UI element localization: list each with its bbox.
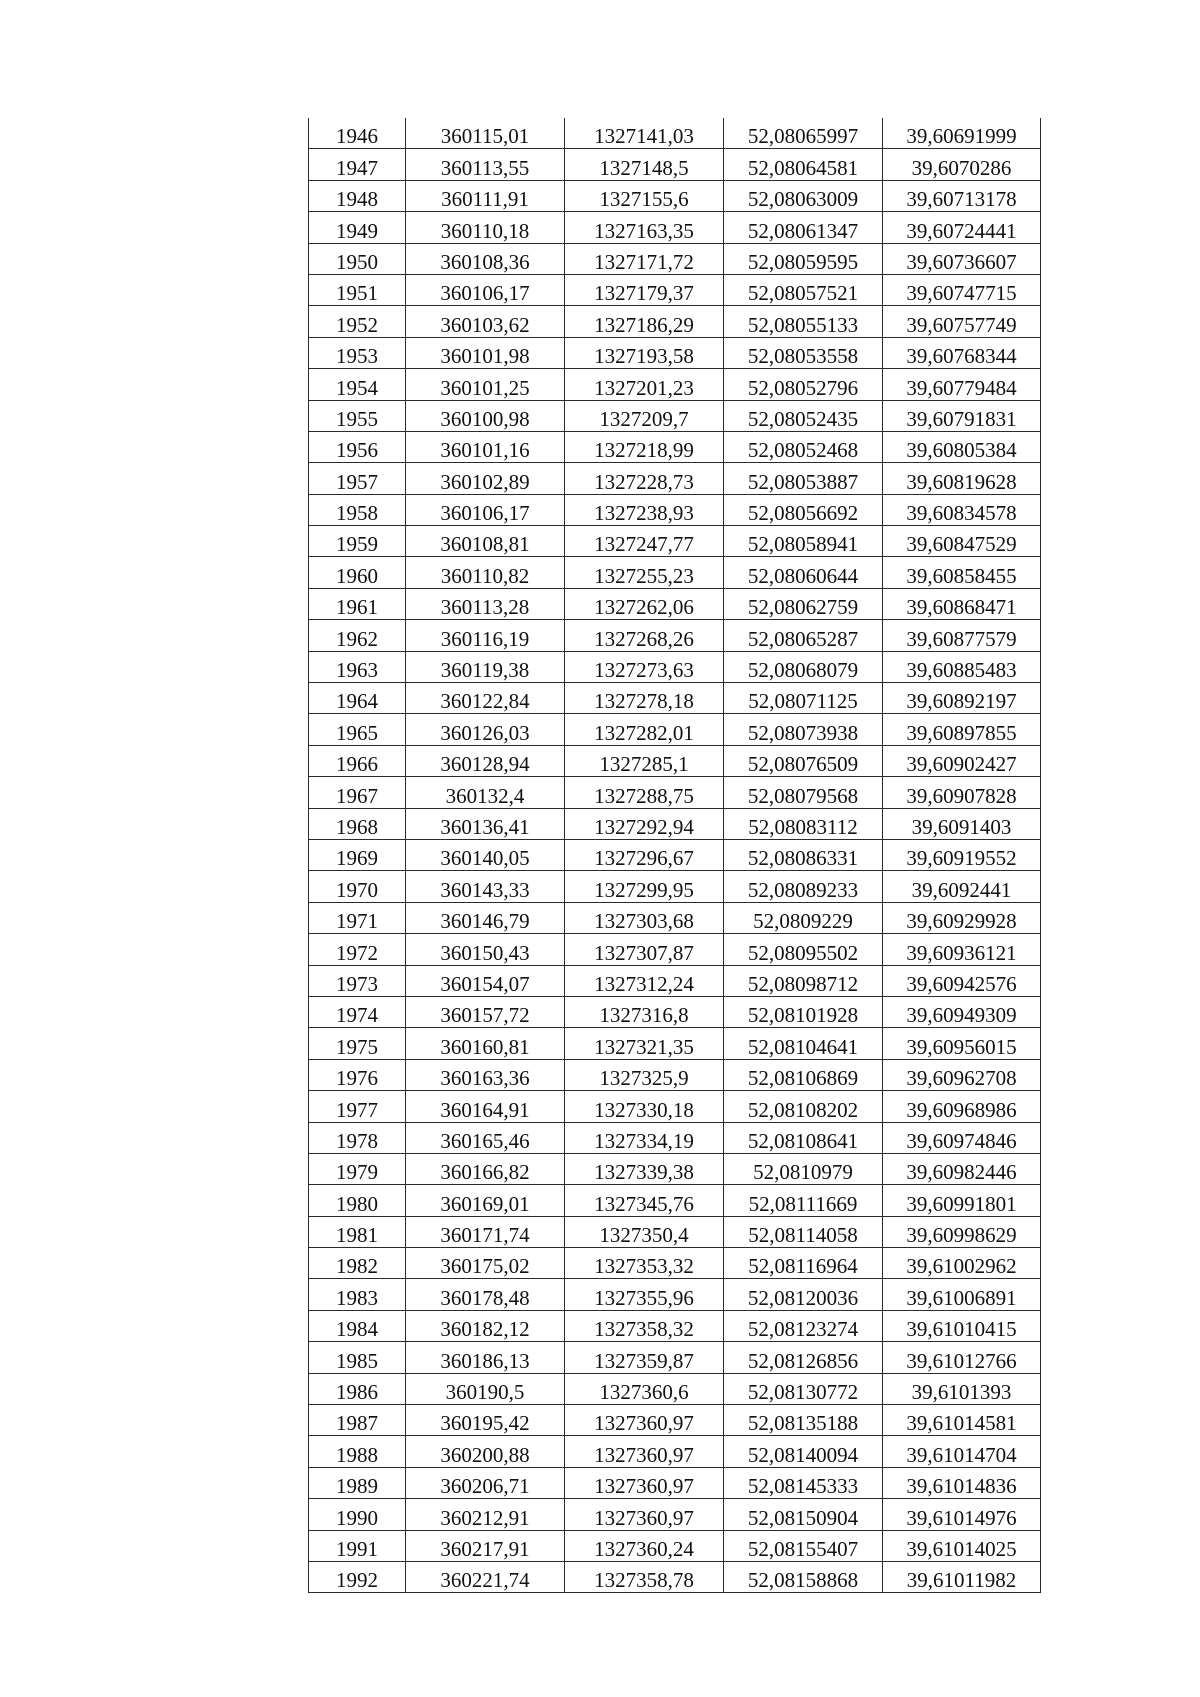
point-number-cell: 1958 [309, 494, 406, 525]
coordinates-table-body [309, 118, 1041, 1593]
latitude-cell: 52,08064581 [724, 149, 883, 180]
latitude-cell: 52,08145333 [724, 1467, 883, 1498]
latitude-cell: 52,08057521 [724, 274, 883, 305]
latitude-cell: 52,08130772 [724, 1373, 883, 1404]
y-coordinate-cell: 1327339,38 [565, 1153, 724, 1184]
x-coordinate-cell: 360157,72 [406, 996, 565, 1027]
coordinates-table [308, 118, 1041, 1593]
table-row [309, 1530, 1041, 1561]
longitude-cell: 39,60907828 [883, 777, 1041, 808]
longitude-cell: 39,60868471 [883, 588, 1041, 619]
point-number-cell: 1984 [309, 1310, 406, 1341]
latitude-cell: 52,08052468 [724, 431, 883, 462]
y-coordinate-cell: 1327360,97 [565, 1405, 724, 1436]
table-row [309, 526, 1041, 557]
y-coordinate-cell: 1327360,97 [565, 1499, 724, 1530]
table-row [309, 1216, 1041, 1247]
point-number-cell: 1983 [309, 1279, 406, 1310]
table-row [309, 965, 1041, 996]
longitude-cell: 39,60819628 [883, 463, 1041, 494]
x-coordinate-cell: 360150,43 [406, 934, 565, 965]
table-row [309, 808, 1041, 839]
table-row [309, 1561, 1041, 1592]
y-coordinate-cell: 1327228,73 [565, 463, 724, 494]
point-number-cell: 1973 [309, 965, 406, 996]
point-number-cell: 1990 [309, 1499, 406, 1530]
point-number-cell: 1988 [309, 1436, 406, 1467]
longitude-cell: 39,60691999 [883, 118, 1041, 149]
table-row [309, 1153, 1041, 1184]
x-coordinate-cell: 360182,12 [406, 1310, 565, 1341]
table-row [309, 1436, 1041, 1467]
latitude-cell: 52,08053558 [724, 337, 883, 368]
point-number-cell: 1972 [309, 934, 406, 965]
table-row [309, 337, 1041, 368]
x-coordinate-cell: 360160,81 [406, 1028, 565, 1059]
y-coordinate-cell: 1327360,6 [565, 1373, 724, 1404]
table-row [309, 1310, 1041, 1341]
y-coordinate-cell: 1327299,95 [565, 871, 724, 902]
point-number-cell: 1989 [309, 1467, 406, 1498]
y-coordinate-cell: 1327255,23 [565, 557, 724, 588]
latitude-cell: 52,08123274 [724, 1310, 883, 1341]
y-coordinate-cell: 1327155,6 [565, 180, 724, 211]
y-coordinate-cell: 1327273,63 [565, 651, 724, 682]
x-coordinate-cell: 360110,18 [406, 212, 565, 243]
longitude-cell: 39,61014704 [883, 1436, 1041, 1467]
x-coordinate-cell: 360103,62 [406, 306, 565, 337]
point-number-cell: 1949 [309, 212, 406, 243]
latitude-cell: 52,08089233 [724, 871, 883, 902]
x-coordinate-cell: 360116,19 [406, 620, 565, 651]
latitude-cell: 52,08065287 [724, 620, 883, 651]
table-row [309, 149, 1041, 180]
y-coordinate-cell: 1327238,93 [565, 494, 724, 525]
latitude-cell: 52,08071125 [724, 683, 883, 714]
point-number-cell: 1981 [309, 1216, 406, 1247]
latitude-cell: 52,08155407 [724, 1530, 883, 1561]
y-coordinate-cell: 1327360,24 [565, 1530, 724, 1561]
y-coordinate-cell: 1327141,03 [565, 118, 724, 149]
point-number-cell: 1980 [309, 1185, 406, 1216]
table-row [309, 1091, 1041, 1122]
latitude-cell: 52,08114058 [724, 1216, 883, 1247]
latitude-cell: 52,08150904 [724, 1499, 883, 1530]
longitude-cell: 39,60736607 [883, 243, 1041, 274]
latitude-cell: 52,08060644 [724, 557, 883, 588]
longitude-cell: 39,6101393 [883, 1373, 1041, 1404]
y-coordinate-cell: 1327179,37 [565, 274, 724, 305]
y-coordinate-cell: 1327360,97 [565, 1467, 724, 1498]
latitude-cell: 52,08065997 [724, 118, 883, 149]
table-row [309, 588, 1041, 619]
table-row [309, 1405, 1041, 1436]
x-coordinate-cell: 360140,05 [406, 839, 565, 870]
point-number-cell: 1966 [309, 745, 406, 776]
table-row [309, 118, 1041, 149]
point-number-cell: 1971 [309, 902, 406, 933]
y-coordinate-cell: 1327321,35 [565, 1028, 724, 1059]
latitude-cell: 52,08140094 [724, 1436, 883, 1467]
y-coordinate-cell: 1327186,29 [565, 306, 724, 337]
longitude-cell: 39,60974846 [883, 1122, 1041, 1153]
table-row [309, 902, 1041, 933]
y-coordinate-cell: 1327296,67 [565, 839, 724, 870]
longitude-cell: 39,60942576 [883, 965, 1041, 996]
table-row [309, 651, 1041, 682]
longitude-cell: 39,60956015 [883, 1028, 1041, 1059]
y-coordinate-cell: 1327193,58 [565, 337, 724, 368]
table-row [309, 777, 1041, 808]
point-number-cell: 1985 [309, 1342, 406, 1373]
longitude-cell: 39,60877579 [883, 620, 1041, 651]
x-coordinate-cell: 360111,91 [406, 180, 565, 211]
x-coordinate-cell: 360110,82 [406, 557, 565, 588]
x-coordinate-cell: 360100,98 [406, 400, 565, 431]
table-row [309, 1279, 1041, 1310]
latitude-cell: 52,08063009 [724, 180, 883, 211]
point-number-cell: 1986 [309, 1373, 406, 1404]
x-coordinate-cell: 360190,5 [406, 1373, 565, 1404]
table-row [309, 745, 1041, 776]
table-row [309, 431, 1041, 462]
latitude-cell: 52,08073938 [724, 714, 883, 745]
point-number-cell: 1953 [309, 337, 406, 368]
latitude-cell: 52,08079568 [724, 777, 883, 808]
point-number-cell: 1954 [309, 369, 406, 400]
point-number-cell: 1968 [309, 808, 406, 839]
y-coordinate-cell: 1327358,78 [565, 1561, 724, 1592]
point-number-cell: 1992 [309, 1561, 406, 1592]
y-coordinate-cell: 1327359,87 [565, 1342, 724, 1373]
x-coordinate-cell: 360108,81 [406, 526, 565, 557]
latitude-cell: 52,08059595 [724, 243, 883, 274]
point-number-cell: 1959 [309, 526, 406, 557]
y-coordinate-cell: 1327282,01 [565, 714, 724, 745]
longitude-cell: 39,60768344 [883, 337, 1041, 368]
x-coordinate-cell: 360101,16 [406, 431, 565, 462]
latitude-cell: 52,08120036 [724, 1279, 883, 1310]
latitude-cell: 52,08135188 [724, 1405, 883, 1436]
latitude-cell: 52,08055133 [724, 306, 883, 337]
table-row [309, 400, 1041, 431]
y-coordinate-cell: 1327355,96 [565, 1279, 724, 1310]
point-number-cell: 1975 [309, 1028, 406, 1059]
longitude-cell: 39,60897855 [883, 714, 1041, 745]
latitude-cell: 52,0809229 [724, 902, 883, 933]
y-coordinate-cell: 1327345,76 [565, 1185, 724, 1216]
longitude-cell: 39,60949309 [883, 996, 1041, 1027]
latitude-cell: 52,08086331 [724, 839, 883, 870]
x-coordinate-cell: 360136,41 [406, 808, 565, 839]
longitude-cell: 39,60902427 [883, 745, 1041, 776]
x-coordinate-cell: 360186,13 [406, 1342, 565, 1373]
x-coordinate-cell: 360101,25 [406, 369, 565, 400]
point-number-cell: 1960 [309, 557, 406, 588]
point-number-cell: 1964 [309, 683, 406, 714]
x-coordinate-cell: 360101,98 [406, 337, 565, 368]
table-row [309, 839, 1041, 870]
latitude-cell: 52,08106869 [724, 1059, 883, 1090]
x-coordinate-cell: 360119,38 [406, 651, 565, 682]
latitude-cell: 52,08126856 [724, 1342, 883, 1373]
longitude-cell: 39,60968986 [883, 1091, 1041, 1122]
table-row [309, 243, 1041, 274]
latitude-cell: 52,08062759 [724, 588, 883, 619]
x-coordinate-cell: 360143,33 [406, 871, 565, 902]
table-row [309, 1185, 1041, 1216]
x-coordinate-cell: 360106,17 [406, 494, 565, 525]
y-coordinate-cell: 1327303,68 [565, 902, 724, 933]
point-number-cell: 1963 [309, 651, 406, 682]
latitude-cell: 52,08101928 [724, 996, 883, 1027]
longitude-cell: 39,60929928 [883, 902, 1041, 933]
y-coordinate-cell: 1327292,94 [565, 808, 724, 839]
point-number-cell: 1974 [309, 996, 406, 1027]
table-row [309, 996, 1041, 1027]
longitude-cell: 39,60919552 [883, 839, 1041, 870]
latitude-cell: 52,0810979 [724, 1153, 883, 1184]
longitude-cell: 39,60998629 [883, 1216, 1041, 1247]
longitude-cell: 39,6091403 [883, 808, 1041, 839]
table-row [309, 274, 1041, 305]
x-coordinate-cell: 360113,55 [406, 149, 565, 180]
point-number-cell: 1977 [309, 1091, 406, 1122]
x-coordinate-cell: 360106,17 [406, 274, 565, 305]
y-coordinate-cell: 1327163,35 [565, 212, 724, 243]
point-number-cell: 1967 [309, 777, 406, 808]
x-coordinate-cell: 360132,4 [406, 777, 565, 808]
table-row [309, 494, 1041, 525]
y-coordinate-cell: 1327334,19 [565, 1122, 724, 1153]
point-number-cell: 1961 [309, 588, 406, 619]
y-coordinate-cell: 1327330,18 [565, 1091, 724, 1122]
longitude-cell: 39,60747715 [883, 274, 1041, 305]
latitude-cell: 52,08068079 [724, 651, 883, 682]
point-number-cell: 1965 [309, 714, 406, 745]
table-row [309, 1373, 1041, 1404]
longitude-cell: 39,60713178 [883, 180, 1041, 211]
table-row [309, 1467, 1041, 1498]
longitude-cell: 39,60885483 [883, 651, 1041, 682]
y-coordinate-cell: 1327285,1 [565, 745, 724, 776]
x-coordinate-cell: 360206,71 [406, 1467, 565, 1498]
y-coordinate-cell: 1327201,23 [565, 369, 724, 400]
x-coordinate-cell: 360200,88 [406, 1436, 565, 1467]
x-coordinate-cell: 360115,01 [406, 118, 565, 149]
longitude-cell: 39,61002962 [883, 1248, 1041, 1279]
longitude-cell: 39,6070286 [883, 149, 1041, 180]
latitude-cell: 52,08056692 [724, 494, 883, 525]
x-coordinate-cell: 360178,48 [406, 1279, 565, 1310]
table-row [309, 1248, 1041, 1279]
table-row [309, 1342, 1041, 1373]
y-coordinate-cell: 1327325,9 [565, 1059, 724, 1090]
y-coordinate-cell: 1327148,5 [565, 149, 724, 180]
longitude-cell: 39,61010415 [883, 1310, 1041, 1341]
latitude-cell: 52,08095502 [724, 934, 883, 965]
table-row [309, 557, 1041, 588]
longitude-cell: 39,60858455 [883, 557, 1041, 588]
latitude-cell: 52,08083112 [724, 808, 883, 839]
longitude-cell: 39,60805384 [883, 431, 1041, 462]
latitude-cell: 52,08052796 [724, 369, 883, 400]
y-coordinate-cell: 1327247,77 [565, 526, 724, 557]
table-row [309, 1059, 1041, 1090]
longitude-cell: 39,6092441 [883, 871, 1041, 902]
x-coordinate-cell: 360212,91 [406, 1499, 565, 1530]
y-coordinate-cell: 1327358,32 [565, 1310, 724, 1341]
y-coordinate-cell: 1327307,87 [565, 934, 724, 965]
longitude-cell: 39,60847529 [883, 526, 1041, 557]
y-coordinate-cell: 1327262,06 [565, 588, 724, 619]
longitude-cell: 39,60779484 [883, 369, 1041, 400]
x-coordinate-cell: 360221,74 [406, 1561, 565, 1592]
table-row [309, 1122, 1041, 1153]
latitude-cell: 52,08058941 [724, 526, 883, 557]
longitude-cell: 39,60936121 [883, 934, 1041, 965]
x-coordinate-cell: 360175,02 [406, 1248, 565, 1279]
longitude-cell: 39,61012766 [883, 1342, 1041, 1373]
x-coordinate-cell: 360102,89 [406, 463, 565, 494]
y-coordinate-cell: 1327360,97 [565, 1436, 724, 1467]
longitude-cell: 39,61006891 [883, 1279, 1041, 1310]
longitude-cell: 39,61014581 [883, 1405, 1041, 1436]
point-number-cell: 1950 [309, 243, 406, 274]
point-number-cell: 1987 [309, 1405, 406, 1436]
point-number-cell: 1976 [309, 1059, 406, 1090]
point-number-cell: 1951 [309, 274, 406, 305]
longitude-cell: 39,60892197 [883, 683, 1041, 714]
table-row [309, 1028, 1041, 1059]
x-coordinate-cell: 360169,01 [406, 1185, 565, 1216]
x-coordinate-cell: 360217,91 [406, 1530, 565, 1561]
table-row [309, 934, 1041, 965]
point-number-cell: 1947 [309, 149, 406, 180]
x-coordinate-cell: 360165,46 [406, 1122, 565, 1153]
point-number-cell: 1952 [309, 306, 406, 337]
longitude-cell: 39,60724441 [883, 212, 1041, 243]
point-number-cell: 1978 [309, 1122, 406, 1153]
latitude-cell: 52,08108202 [724, 1091, 883, 1122]
latitude-cell: 52,08052435 [724, 400, 883, 431]
longitude-cell: 39,60791831 [883, 400, 1041, 431]
latitude-cell: 52,08158868 [724, 1561, 883, 1592]
y-coordinate-cell: 1327353,32 [565, 1248, 724, 1279]
point-number-cell: 1991 [309, 1530, 406, 1561]
latitude-cell: 52,08104641 [724, 1028, 883, 1059]
point-number-cell: 1957 [309, 463, 406, 494]
longitude-cell: 39,60962708 [883, 1059, 1041, 1090]
latitude-cell: 52,08108641 [724, 1122, 883, 1153]
point-number-cell: 1962 [309, 620, 406, 651]
latitude-cell: 52,08116964 [724, 1248, 883, 1279]
x-coordinate-cell: 360163,36 [406, 1059, 565, 1090]
y-coordinate-cell: 1327268,26 [565, 620, 724, 651]
point-number-cell: 1948 [309, 180, 406, 211]
table-row [309, 180, 1041, 211]
x-coordinate-cell: 360166,82 [406, 1153, 565, 1184]
longitude-cell: 39,61014836 [883, 1467, 1041, 1498]
latitude-cell: 52,08076509 [724, 745, 883, 776]
latitude-cell: 52,08061347 [724, 212, 883, 243]
point-number-cell: 1955 [309, 400, 406, 431]
point-number-cell: 1969 [309, 839, 406, 870]
y-coordinate-cell: 1327218,99 [565, 431, 724, 462]
x-coordinate-cell: 360108,36 [406, 243, 565, 274]
x-coordinate-cell: 360126,03 [406, 714, 565, 745]
x-coordinate-cell: 360122,84 [406, 683, 565, 714]
y-coordinate-cell: 1327316,8 [565, 996, 724, 1027]
table-row [309, 212, 1041, 243]
table-row [309, 369, 1041, 400]
x-coordinate-cell: 360113,28 [406, 588, 565, 619]
latitude-cell: 52,08053887 [724, 463, 883, 494]
point-number-cell: 1956 [309, 431, 406, 462]
table-row [309, 620, 1041, 651]
y-coordinate-cell: 1327350,4 [565, 1216, 724, 1247]
longitude-cell: 39,60982446 [883, 1153, 1041, 1184]
y-coordinate-cell: 1327278,18 [565, 683, 724, 714]
y-coordinate-cell: 1327209,7 [565, 400, 724, 431]
longitude-cell: 39,61011982 [883, 1561, 1041, 1592]
table-row [309, 871, 1041, 902]
point-number-cell: 1970 [309, 871, 406, 902]
y-coordinate-cell: 1327288,75 [565, 777, 724, 808]
x-coordinate-cell: 360128,94 [406, 745, 565, 776]
point-number-cell: 1979 [309, 1153, 406, 1184]
x-coordinate-cell: 360154,07 [406, 965, 565, 996]
table-row [309, 683, 1041, 714]
table-row [309, 463, 1041, 494]
latitude-cell: 52,08111669 [724, 1185, 883, 1216]
point-number-cell: 1982 [309, 1248, 406, 1279]
longitude-cell: 39,60991801 [883, 1185, 1041, 1216]
longitude-cell: 39,61014976 [883, 1499, 1041, 1530]
y-coordinate-cell: 1327312,24 [565, 965, 724, 996]
longitude-cell: 39,60757749 [883, 306, 1041, 337]
x-coordinate-cell: 360146,79 [406, 902, 565, 933]
longitude-cell: 39,60834578 [883, 494, 1041, 525]
table-row [309, 714, 1041, 745]
table-row [309, 306, 1041, 337]
longitude-cell: 39,61014025 [883, 1530, 1041, 1561]
table-row [309, 1499, 1041, 1530]
x-coordinate-cell: 360195,42 [406, 1405, 565, 1436]
x-coordinate-cell: 360171,74 [406, 1216, 565, 1247]
x-coordinate-cell: 360164,91 [406, 1091, 565, 1122]
point-number-cell: 1946 [309, 118, 406, 149]
latitude-cell: 52,08098712 [724, 965, 883, 996]
y-coordinate-cell: 1327171,72 [565, 243, 724, 274]
